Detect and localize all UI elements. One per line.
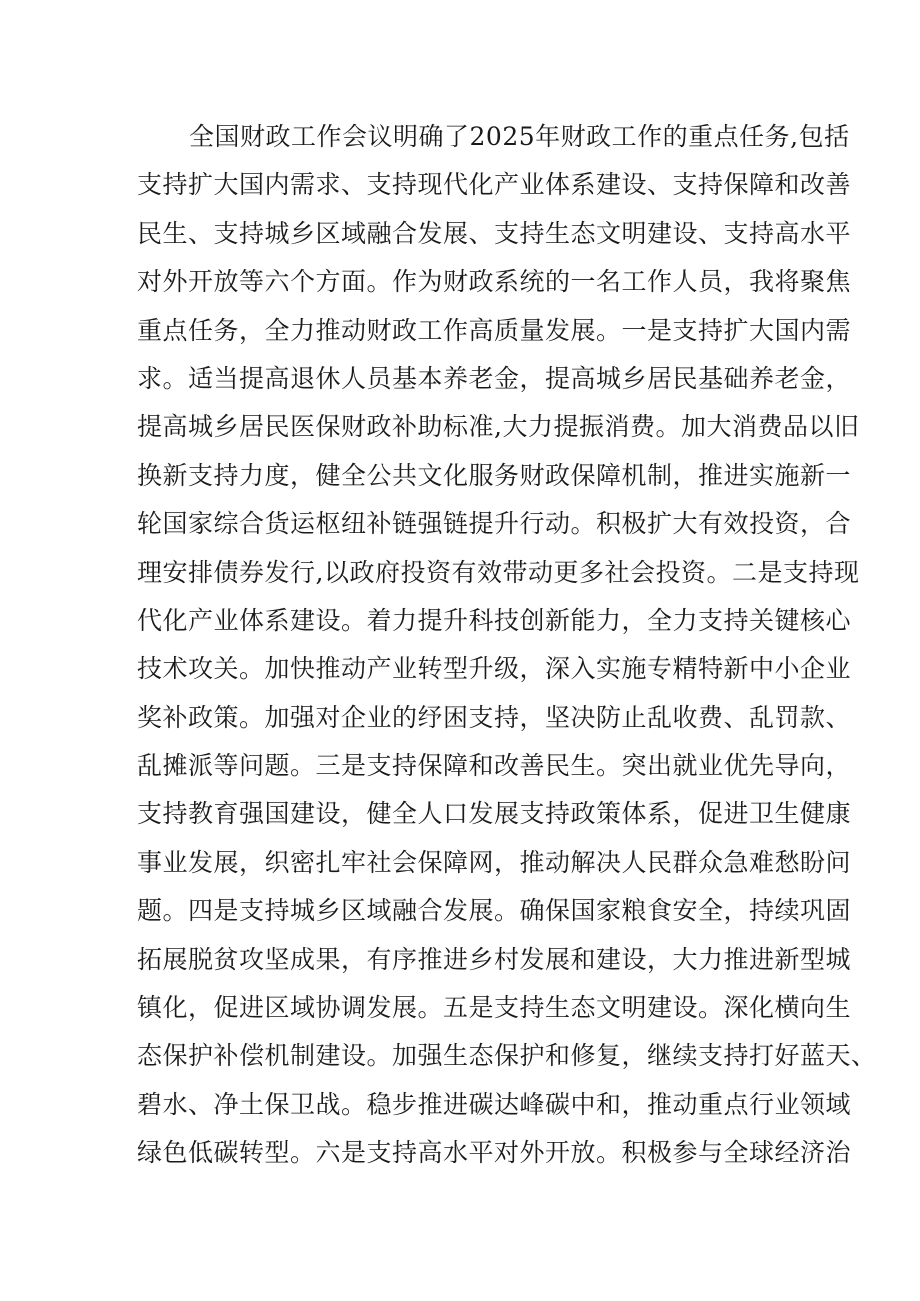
paragraph-line: 题。四是支持城乡区域融合发展。确保国家粮食安全，持续巩固 <box>137 896 852 926</box>
paragraph-line: 代化产业体系建设。着力提升科技创新能力，全力支持关键核心 <box>137 605 852 635</box>
paragraph-line: 理安排债券发行,以政府投资有效带动更多社会投资。二是支持现 <box>137 557 860 587</box>
paragraph-line: 支持扩大国内需求、支持现代化产业体系建设、支持保障和改善 <box>137 170 852 200</box>
paragraph-line: 乱摊派等问题。三是支持保障和改善民生。突出就业优先导向， <box>137 751 852 781</box>
paragraph-line: 绿色低碳转型。六是支持高水平对外开放。积极参与全球经济治 <box>137 1138 852 1168</box>
paragraph-line: 对外开放等六个方面。作为财政系统的一名工作人员，我将聚焦 <box>137 267 852 297</box>
paragraph-line: 换新支持力度，健全公共文化服务财政保障机制，推进实施新一 <box>137 460 852 490</box>
paragraph-line: 重点任务，全力推动财政工作高质量发展。一是支持扩大国内需 <box>137 315 852 345</box>
paragraph-line: 拓展脱贫攻坚成果，有序推进乡村发展和建设，大力推进新型城 <box>137 944 852 974</box>
paragraph-line: 技术攻关。加快推动产业转型升级，深入实施专精特新中小企业 <box>137 654 852 684</box>
paragraph-line: 求。适当提高退休人员基本养老金，提高城乡居民基础养老金， <box>137 363 852 393</box>
paragraph-line: 碧水、净土保卫战。稳步推进碳达峰碳中和，推动重点行业领域 <box>137 1089 852 1119</box>
paragraph-line: 态保护补偿机制建设。加强生态保护和修复，继续支持打好蓝天、 <box>137 1041 877 1071</box>
paragraph-line: 轮国家综合货运枢纽补链强链提升行动。积极扩大有效投资，合 <box>137 509 852 539</box>
paragraph-line: 事业发展，织密扎牢社会保障网，推动解决人民群众急难愁盼问 <box>137 847 852 877</box>
body-paragraph <box>137 113 877 1178</box>
paragraph-line: 支持教育强国建设，健全人口发展支持政策体系，促进卫生健康 <box>137 799 852 829</box>
paragraph-line: 民生、支持城乡区域融合发展、支持生态文明建设、支持高水平 <box>137 218 852 248</box>
paragraph-line: 提高城乡居民医保财政补助标准,大力提振消费。加大消费品以旧 <box>137 412 860 442</box>
paragraph-line: 镇化，促进区域协调发展。五是支持生态文明建设。深化横向生 <box>137 993 852 1023</box>
paragraph-line: 全国财政工作会议明确了2025年财政工作的重点任务,包括 <box>189 122 850 151</box>
paragraph-line: 奖补政策。加强对企业的纾困支持，坚决防止乱收费、乱罚款、 <box>137 702 852 732</box>
